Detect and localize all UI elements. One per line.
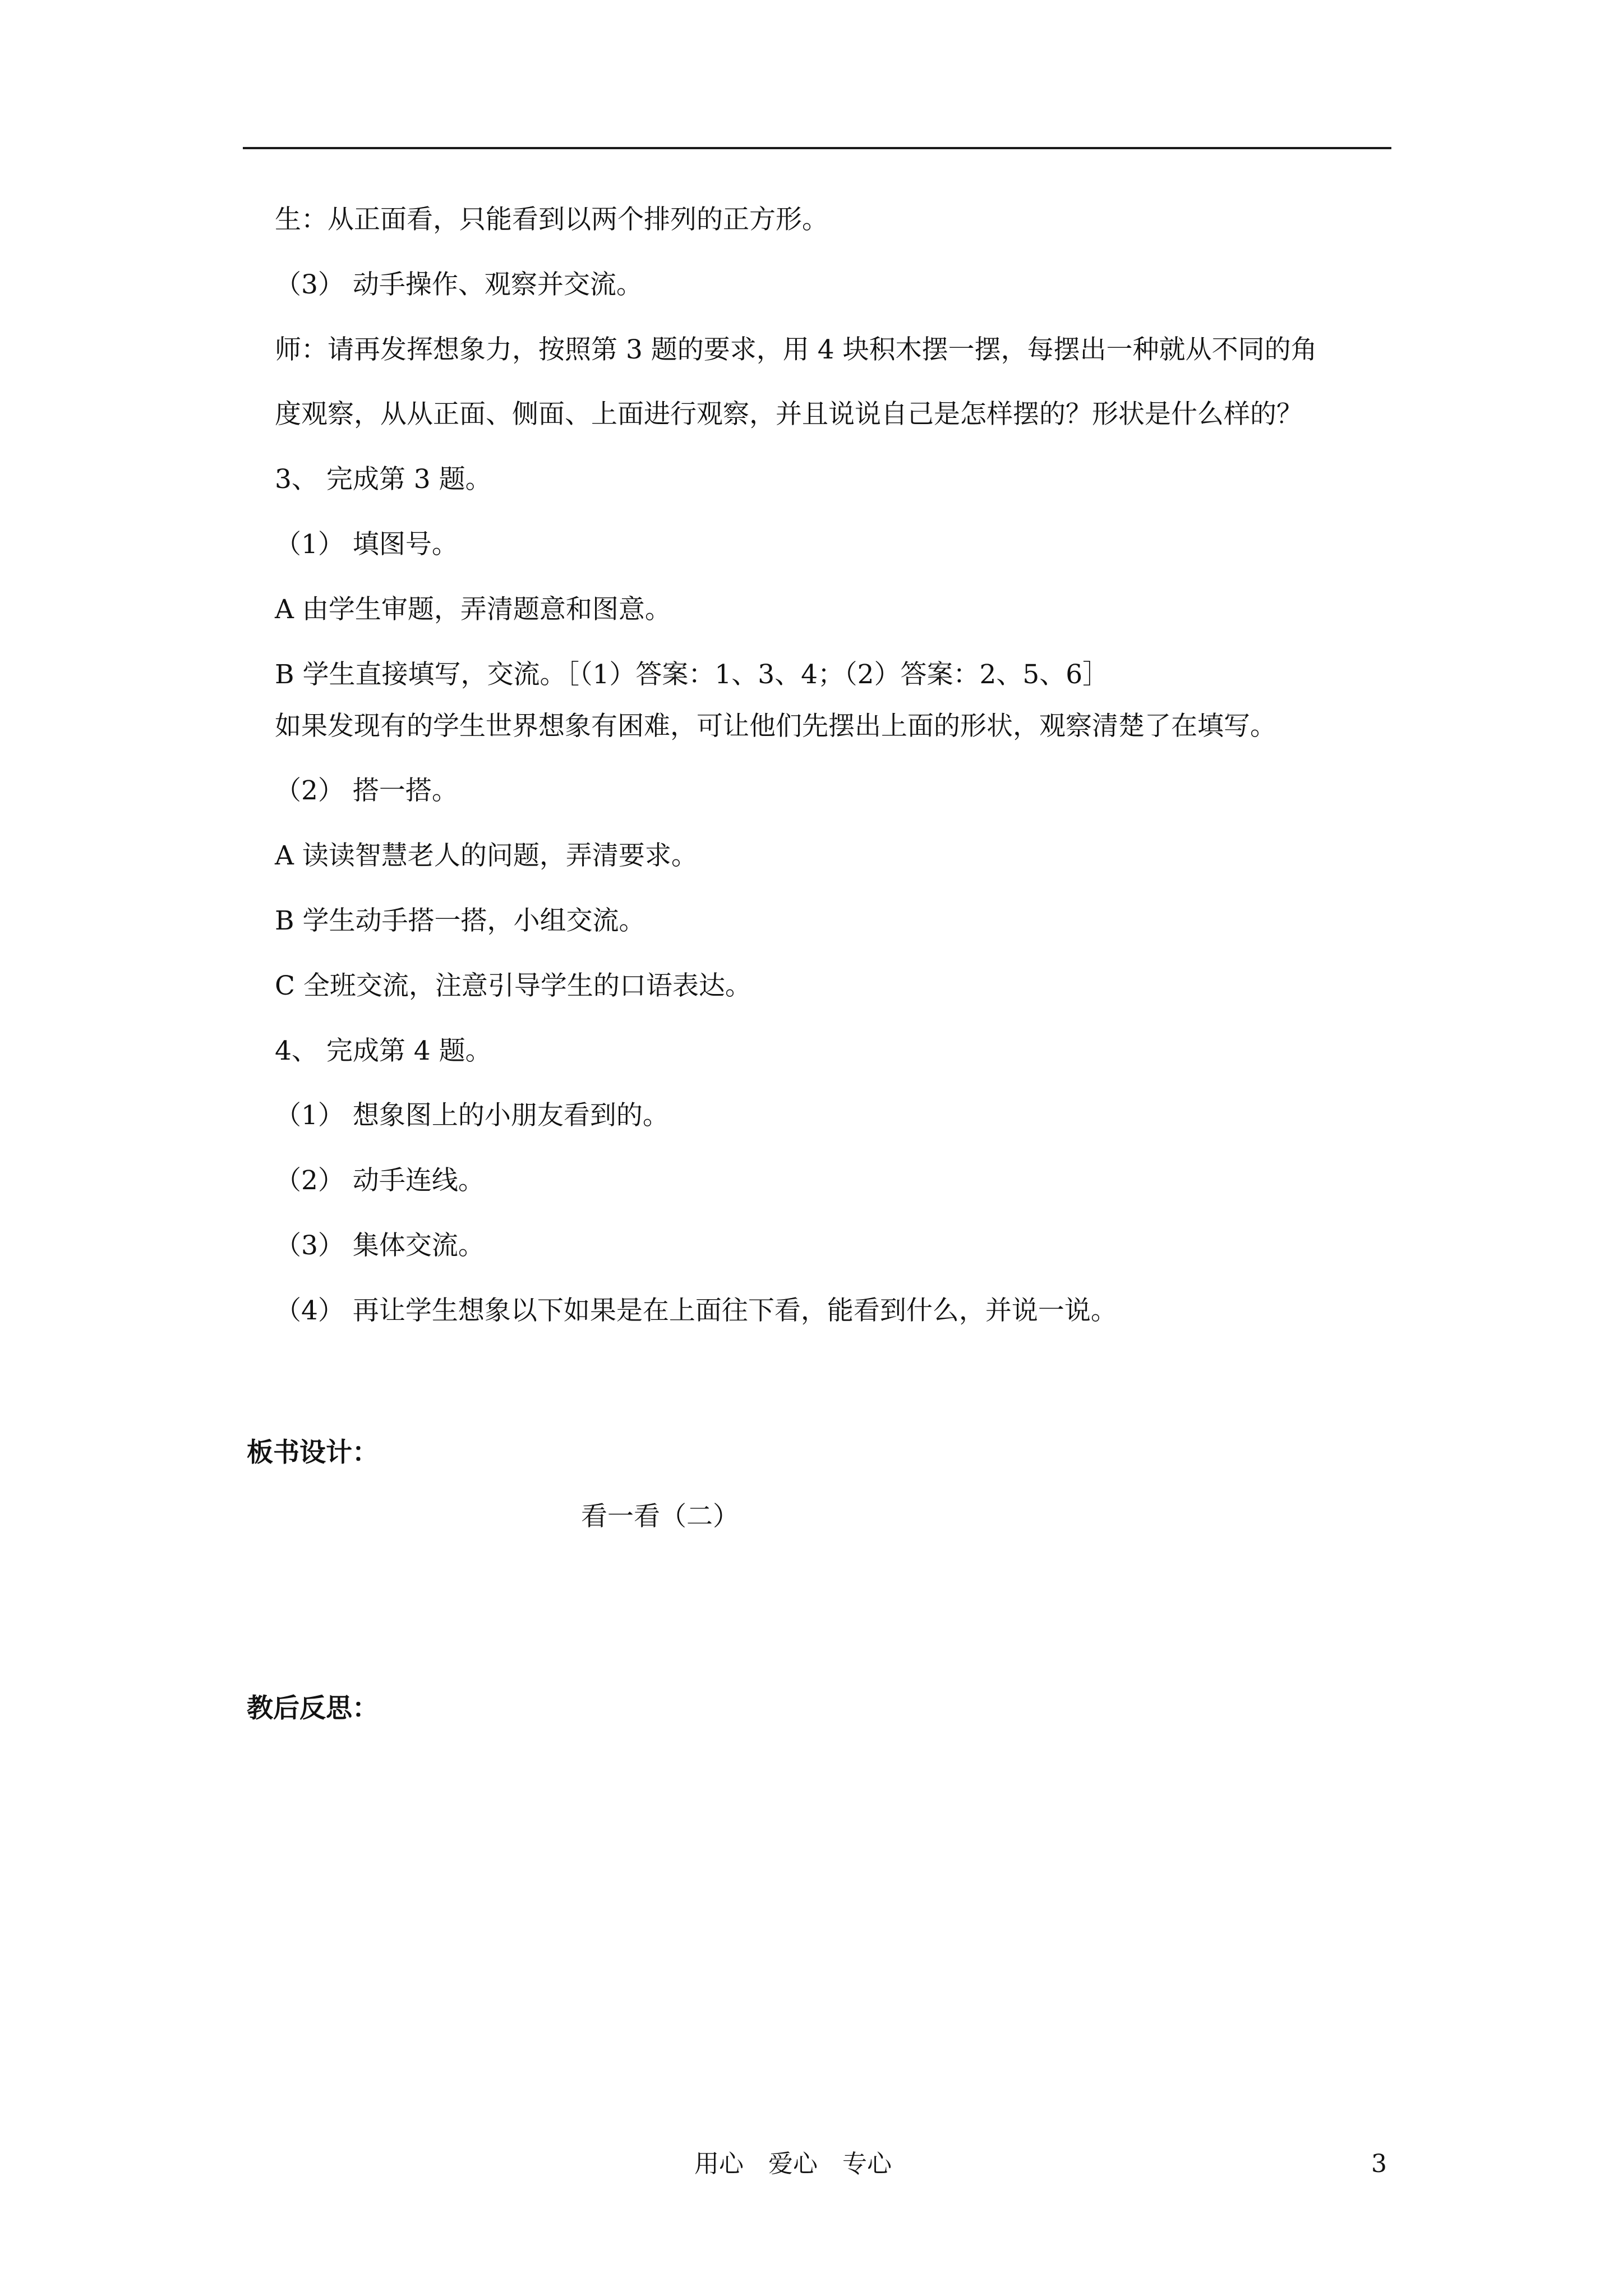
text-line: （1） 填图号。: [275, 528, 458, 560]
text-line: （1） 想象图上的小朋友看到的。: [275, 1100, 669, 1131]
text-line: 3、 完成第 3 题。: [275, 464, 492, 495]
text-line: A 由学生审题，弄清题意和图意。: [275, 593, 671, 625]
reflection-heading: 教后反思：: [247, 1693, 379, 1724]
text-line: 度观察，从从正面、侧面、上面进行观察，并且说说自己是怎样摆的？形状是什么样的？: [275, 399, 1303, 430]
text-line: B 学生动手搭一搭，小组交流。: [275, 905, 645, 936]
text-line: B 学生直接填写，交流。［（1）答案：1、3、4；（2）答案：2、5、6］: [275, 659, 1109, 690]
text-line: A 读读智慧老人的问题，弄清要求。: [275, 840, 698, 872]
text-line: 4、 完成第 4 题。: [275, 1035, 492, 1066]
header-rule: [243, 147, 1391, 149]
text-line: （2） 搭一搭。: [275, 775, 458, 807]
page-number: 3: [1371, 2150, 1387, 2178]
text-line: （4） 再让学生想象以下如果是在上面往下看，能看到什么，并说一说。: [275, 1295, 1117, 1326]
text-line: 师：请再发挥想象力，按照第 3 题的要求，用 4 块积木摆一摆，每摆出一种就从不同的角: [275, 334, 1317, 365]
board-design-heading: 板书设计：: [247, 1437, 379, 1468]
text-line: 生：从正面看，只能看到以两个排列的正方形。: [275, 204, 828, 235]
lesson-steps: [275, 202, 1391, 1358]
text-line: C 全班交流，注意引导学生的口语表达。: [275, 970, 751, 1001]
text-line: （3） 集体交流。: [275, 1230, 485, 1261]
board-design-title: 看一看（二）: [581, 1501, 739, 1532]
text-line: （3） 动手操作、观察并交流。: [275, 269, 643, 300]
text-line: 如果发现有的学生世界想象有困难，可让他们先摆出上面的形状，观察清楚了在填写。: [275, 710, 1276, 742]
footer-motto: 用心 爱心 专心: [694, 2150, 892, 2178]
text-line: （2） 动手连线。: [275, 1165, 485, 1197]
